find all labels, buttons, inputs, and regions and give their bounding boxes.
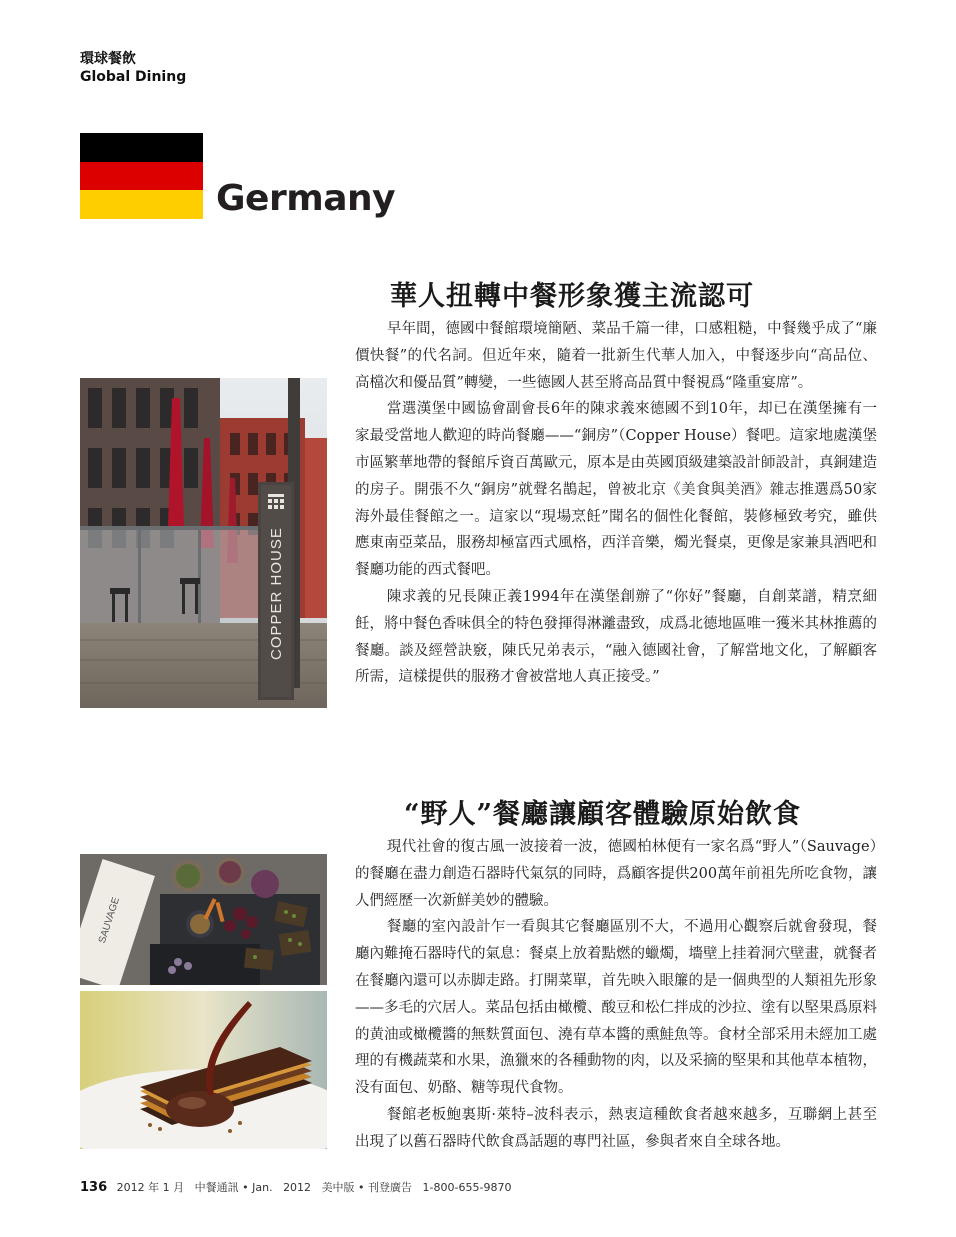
- article1-paragraph: 當選漢堡中國協會副會長6年的陳求義來德國不到10年，却已在漢堡擁有一家最受當地人歡迎的時尚餐廳——“銅房”（Copper House）餐吧。這家地處漢堡市區繁華地帶的餐館斥資百萬歐元，原本是由英國頂級建築設計師設計，真銅建造的房子。開張不久“銅房”就聲名鵲起，曾被北京《美食與美酒》雜志推選爲50家海外最佳餐館之一。這家以“現場烹飪”聞名的個性化餐館，裝修極致考究，雖供應東南亞菜品，服務却極富西式風格，西洋音樂，燭光餐桌，更像是家兼具酒吧和餐廳功能的西式餐吧。: [355, 401, 877, 579]
- section-title-cn: 環球餐飲: [80, 51, 136, 67]
- article2-paragraph: 現代社會的復古風一波接着一波，德國柏林便有一家名爲“野人”（Sauvage）的餐廳在盡力創造石器時代氣氛的同時，爲顧客提供200萬年前祖先所吃食物，讓人們經歷一次新鮮美妙的體驗。: [355, 839, 877, 909]
- food-platter-photo: [80, 854, 327, 985]
- article2-heading: “野人”餐廳讓顧客體驗原始飲食: [404, 799, 802, 830]
- article2-body: [355, 834, 877, 1156]
- footer-phone: 1-800-655-9870: [422, 1181, 512, 1194]
- article1-paragraph: 早年間，德國中餐館環境簡陋、菜品千篇一律，口感粗糙，中餐幾乎成了“廉價快餐”的代名詞。但近年來，隨着一批新生代華人加入，中餐逐步向“高品位、高檔次和優品質”轉變，一些德國人甚至將高品質中餐視爲“隆重宴席”。: [355, 321, 877, 391]
- article2-paragraph: 餐廳的室內設計乍一看與其它餐廳區別不大，不過用心觀察后就會發現，餐廳內難掩石器時代的氣息：餐桌上放着點燃的蠟燭，墻壁上挂着洞穴壁畫，就餐者在餐廳內還可以赤脚走路。打開菜單，首先映入眼簾的是一個典型的人類祖先形象——多毛的穴居人。菜品包括由橄欖、酸豆和松仁拌成的沙拉、塗有以堅果爲原料的黄油或橄欖醬的無麩質面包、澆有草本醬的熏鮭魚等。食材全部采用未經加工處理的有機蔬菜和水果，漁獵來的各種動物的肉，以及采摘的堅果和其他草本植物，没有面包、奶酪、糖等現代食物。: [355, 919, 877, 1097]
- section-title-en: Global Dining: [80, 69, 187, 85]
- flag-stripe-gold: [80, 190, 203, 219]
- germany-flag-icon: [80, 133, 203, 219]
- section-header: [80, 50, 186, 86]
- page-number: 136: [80, 1180, 108, 1195]
- article1-heading: 華人扭轉中餐形象獲主流認可: [390, 281, 754, 312]
- copper-house-photo: [80, 378, 327, 708]
- chocolate-dessert-photo: [80, 991, 327, 1149]
- flag-stripe-black: [80, 133, 203, 162]
- article1-body: [355, 316, 877, 691]
- copper-house-sign-text: COPPER HOUSE: [268, 527, 285, 660]
- footer-edition: 美中版 • 刊登廣告: [321, 1181, 413, 1194]
- article2-paragraph: 餐館老板鮑裏斯·萊特–波科表示，熱衷這種飲食者越來越多，互聯網上甚至出現了以舊石器時代飲食爲話題的專門社區，參與者來自全球各地。: [355, 1106, 877, 1150]
- country-title: Germany: [216, 178, 396, 219]
- footer-year: 2012: [283, 1181, 312, 1194]
- footer-date: 2012 年 1 月: [116, 1181, 185, 1194]
- page-footer: [80, 1179, 518, 1195]
- flag-stripe-red: [80, 162, 203, 191]
- sauvage-menu-text: SAUVAGE: [96, 896, 123, 945]
- footer-publication: 中餐通訊 • Jan.: [194, 1181, 273, 1194]
- article1-paragraph: 陳求義的兄長陳正義1994年在漢堡創辦了“你好”餐廳，自創菜譜，精烹細飪，將中餐色香味俱全的特色發揮得淋灕盡致，成爲北德地區唯一獲米其林推薦的餐廳。談及經營訣竅，陳氏兄弟表示，“融入德國社會，了解當地文化，了解顧客所需，這樣提供的服務才會被當地人真正接受。”: [355, 588, 877, 686]
